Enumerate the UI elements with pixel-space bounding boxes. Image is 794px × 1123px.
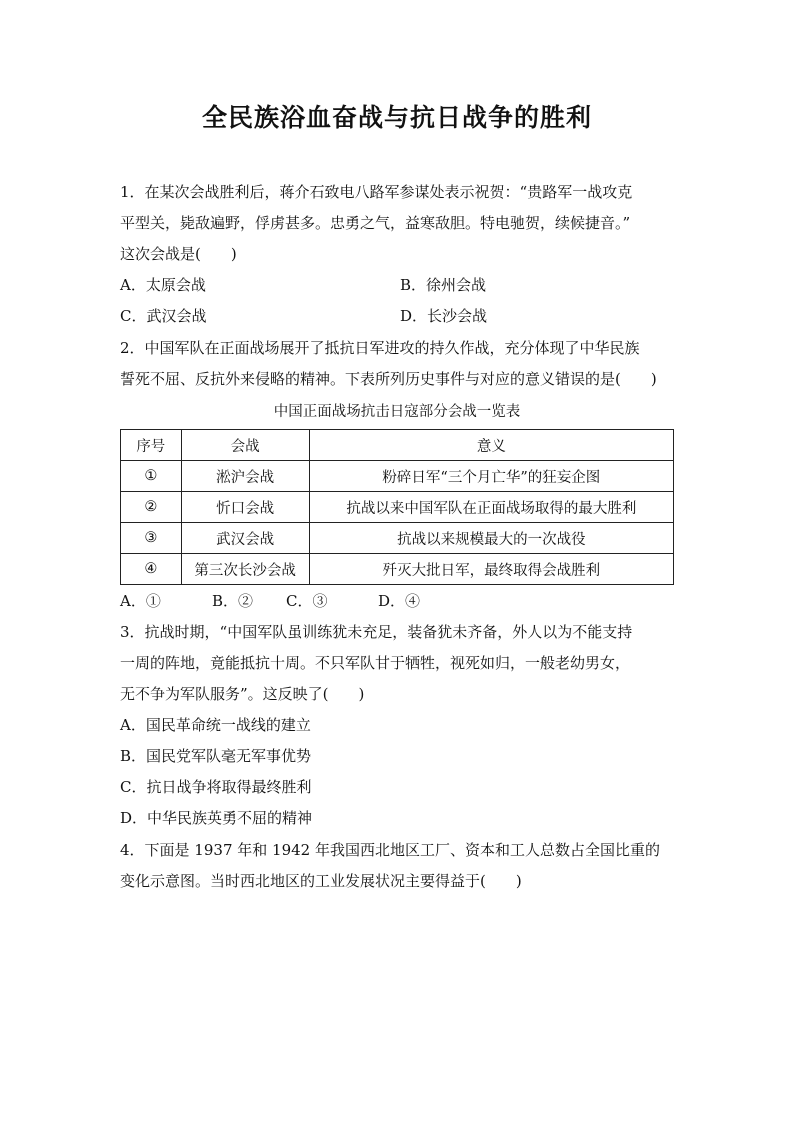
table-row <box>121 554 674 585</box>
header-significance: 意义 <box>309 430 673 461</box>
battles-table <box>120 429 674 585</box>
row-significance: 歼灭大批日军，最终取得会战胜利 <box>309 554 673 585</box>
q3-option-d: D．中华民族英勇不屈的精神 <box>120 809 313 827</box>
q1-option-a: A．太原会战 <box>120 276 206 294</box>
q2-option-a: A．① <box>120 592 161 610</box>
row-battle: 忻口会战 <box>181 492 309 523</box>
header-index: 序号 <box>121 430 182 461</box>
table-row <box>121 461 674 492</box>
table-header-row <box>121 430 674 461</box>
q3-option-b: B．国民党军队毫无军事优势 <box>120 747 312 765</box>
page-title: 全民族浴血奋战与抗日战争的胜利 <box>201 103 592 132</box>
row-index: ③ <box>121 523 182 554</box>
header-battle: 会战 <box>181 430 309 461</box>
q1-option-c: C．武汉会战 <box>120 307 207 325</box>
row-significance: 粉碎日军“三个月亡华”的狂妄企图 <box>309 461 673 492</box>
q1-option-b: B．徐州会战 <box>400 276 487 294</box>
q3-stem-line1: 3．抗战时期，“中国军队虽训练犹未充足，装备犹未齐备，外人以为不能支持 <box>120 623 633 641</box>
row-index: ② <box>121 492 182 523</box>
row-significance: 抗战以来中国军队在正面战场取得的最大胜利 <box>309 492 673 523</box>
q1-stem-line1: 1．在某次会战胜利后，蒋介石致电八路军参谋处表示祝贺：“贵路军一战攻克 <box>120 183 633 201</box>
q3-option-c: C．抗日战争将取得最终胜利 <box>120 778 312 796</box>
q4-stem-line2: 变化示意图。当时西北地区的工业发展状况主要得益于( ) <box>120 872 522 890</box>
table-row <box>121 492 674 523</box>
q1-option-d: D．长沙会战 <box>400 307 488 325</box>
row-index: ④ <box>121 554 182 585</box>
row-significance: 抗战以来规模最大的一次战役 <box>309 523 673 554</box>
row-battle: 武汉会战 <box>181 523 309 554</box>
q2-option-b: B．② <box>212 592 254 610</box>
q2-stem-line2: 誓死不屈、反抗外来侵略的精神。下表所列历史事件与对应的意义错误的是( ) <box>120 370 657 388</box>
q2-option-c: C．③ <box>286 592 328 610</box>
row-battle: 第三次长沙会战 <box>181 554 309 585</box>
q3-stem-line2: 一周的阵地，竟能抵抗十周。不只军队甘于牺牲，视死如归，一般老幼男女， <box>120 654 631 672</box>
q1-stem-line3: 这次会战是( ) <box>120 245 237 263</box>
q2-options <box>120 591 420 611</box>
q2-stem-line1: 2．中国军队在正面战场展开了抵抗日军进攻的持久作战，充分体现了中华民族 <box>120 339 640 357</box>
row-battle: 淞沪会战 <box>181 461 309 492</box>
q4-stem-line1: 4．下面是 1937 年和 1942 年我国西北地区工厂、资本和工人总数占全国比重的 <box>120 841 660 859</box>
q3-stem-line3: 无不争为军队服务”。这反映了( ) <box>120 685 365 703</box>
q3-option-a: A．国民革命统一战线的建立 <box>120 716 311 734</box>
table-caption: 中国正面战场抗击日寇部分会战一览表 <box>273 404 521 420</box>
q2-option-d: D．④ <box>378 592 421 610</box>
q1-stem-line2: 平型关，毙敌遍野，俘虏甚多。忠勇之气，益寒敌胆。特电驰贺，续候捷音。” <box>120 214 631 232</box>
table-row <box>121 523 674 554</box>
row-index: ① <box>121 461 182 492</box>
